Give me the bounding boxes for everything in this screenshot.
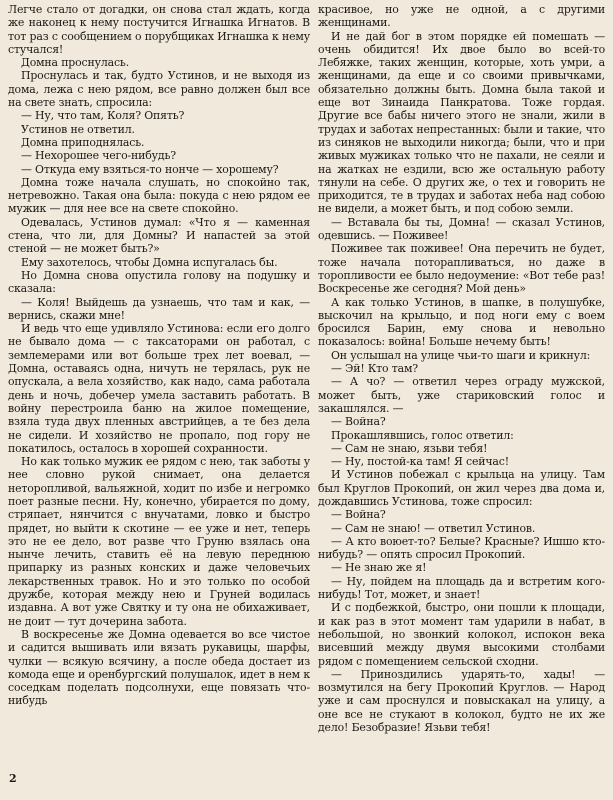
page-number: 2 — [9, 772, 17, 785]
paragraph: красивое, но уже не одной, а с другими женщинами. — [318, 3, 605, 30]
paragraph: — Ну, постой-ка там! Я сейчас! — [331, 455, 509, 469]
paragraph: — Нехорошее чего-нибудь? — [21, 149, 176, 163]
paragraph: — Приноздились ударять-то, хады! — возмутился на бегу Прокопий Круглов. — Народ уже и сам проснулся и повыскакал на улицу, а оне все не стукают в колокол, будто не их же дело! Безобразие! Язьви тебя! — [318, 667, 605, 735]
paragraph: Устинов не ответил. — [21, 122, 135, 136]
paragraph: И ведь что еще удивляло Устинова: если его долго не бывало дома — с таксаторами он работал, с землемерами или вот больше трех лет воевал, — Домна, оставаясь одна, ничуть не терялась, рук не опускала, а вела хозяйство, как надо, сама работала день и ночь, добечер умела заставить работать. В войну перестроила баню на жилое помещение, взяла туда двух пленных австрийцев, а те без дела не сидели. И хозяйство не пропало, под гору не покатилось, осталось в хорошей сохранности. — [8, 322, 310, 455]
paragraph: — Сам не знаю, язьви тебя! — [331, 441, 488, 455]
paragraph: А как только Устинов, в шапке, в полушубке, выскочил на крыльцо, и под ноги ему с воем бросился Барин, ему снова и невольно показалось: война! Больше нечему быть! — [318, 295, 605, 349]
paragraph: Домна проснулась. — [21, 56, 129, 70]
paragraph: Проснулась и так, будто Устинов, и не выходя из дома, лежа с нею рядом, все равно должен был все на свете знать, спросила: — [8, 69, 310, 110]
paragraph: И с подбежкой, быстро, они пошли к площади, и как раз в этот момент там ударили в набат, в небольшой, но звонкий колокол, испокон века висевший между двумя высокими столбами рядом с помещением сельской сходни. — [318, 601, 605, 668]
paragraph: — Ну, пойдем на площадь да и встретим кого-нибудь! Тот, может, и знает! — [318, 574, 605, 602]
paragraph: Но Домна снова опустила голову на подушку и сказала: — [8, 268, 310, 296]
paragraph: Поживее так поживее! Она перечить не будет, тоже начала поторапливаться, но даже в торопливости ее было недоумение: «Вот тебе раз! Воскресенье же сегодня? Мой день» — [318, 242, 605, 296]
paragraph: Легче стало от догадки, он снова стал ждать, когда же наконец к нему постучится Игнашка Игнатов. В тот раз с сообщением о порубщиках Игнашка к нему стучался! — [8, 3, 310, 56]
paragraph: — А кто воюет-то? Белые? Красные? Ишшо кто-нибудь? — опять спросил Прокопий. — [318, 534, 605, 562]
paragraph: И не дай бог в этом порядке ей помешать — очень обидится! Их двое было во всей-то Лебяжке, таких женщин, которые, хоть умри, а женщинами, да еще и со своими привычками, обязательно должны быть. Домна была такой и еще вот Зинаида Панкратова. Тоже гордая. Другие все бабы ничего этого не знали, жили в трудах и заботах непрестанных: были и такие, что из синяков не выходили никогда; были, что и при живых мужиках только что не пахали, не сеяли и на жатках не ездили, всю же остальную работу тянули на себе. О других же, о тех и говорить не приходится, те в трудах и заботах неба над собою не видели, а может быть, и под собою земли. — [318, 29, 605, 216]
paragraph: — Коля! Выйдешь да узнаешь, что там и как, — вернись, скажи мне! — [8, 295, 310, 322]
paragraph: — Сам не знаю! — ответил Устинов. — [331, 521, 536, 535]
left-text-column — [8, 3, 310, 708]
paragraph: — А чо? — ответил через ограду мужской, может быть, уже стариковский голос и закашлялся. — — [318, 375, 605, 415]
paragraph: — Вставала бы ты, Домна! — сказал Устинов, одевшись. — Поживее! — [318, 215, 605, 243]
paragraph: Но как только мужик ее рядом с нею, так заботы у нее словно рукой снимает, она делается неторопливой, вальяжной, ходит по избе и негромко поет разные песни. Ну, конечно, убирается по дому, стряпает, нянчится с внучатами, ловко и быстро прядет, но выйти к скотине — ее уже и нет, теперь это не ее дело, вот разве что Груню взялась она нынче лечить, ставить её на левую переднюю припарку из разных конских и даже человечьих лекарственных травок. Но и это только по особой дружбе, которая между нею и Груней водилась издавна. А вот уже Святку и ту она не обихаживает, не доит — тут дочерина забота. — [8, 455, 310, 628]
paragraph: — Эй! Кто там? — [331, 362, 418, 376]
paragraph: И Устинов побежал с крыльца на улицу. Там был Круглов Прокопий, он жил через два дома и, дождавшись Устинова, тоже спросил: — [318, 468, 605, 508]
right-text-column — [318, 3, 605, 734]
paragraph: — Откуда ему взяться-то нонче — хорошему? — [21, 162, 279, 176]
paragraph: — Война? — [331, 415, 386, 429]
paragraph: Домна тоже начала слушать, но спокойно так, нетревожно. Такая она была: покуда с нею рядом ее мужик — для нее все на свете спокойно. — [8, 175, 310, 216]
paragraph: — Война? — [331, 508, 386, 522]
paragraph: — Ну, что там, Коля? Опять? — [21, 109, 185, 123]
paragraph: Домна приподнялась. — [21, 135, 145, 149]
paragraph: Прокашлявшись, голос ответил: — [331, 428, 514, 442]
paragraph: Он услышал на улице чьи-то шаги и крикнул: — [331, 348, 591, 362]
paragraph: Ему захотелось, чтобы Домна испугалась бы. — [21, 255, 278, 269]
paragraph: — Не знаю же я! — [331, 561, 427, 575]
paragraph: Одевалась, Устинов думал: «Что я — каменная стена, что ли, для Домны? И напастей за этой стеной — не может быть?» — [8, 215, 310, 256]
paragraph: В воскресенье же Домна одевается во все чистое и садится вышивать или вязать рукавицы, шарфы, чулки — всякую всячину, а после обеда достает из комода еще и оренбургский полушалок, идет в нем к соседкам поделать подсолнухи, еще повязать что-нибудь — [8, 627, 310, 708]
